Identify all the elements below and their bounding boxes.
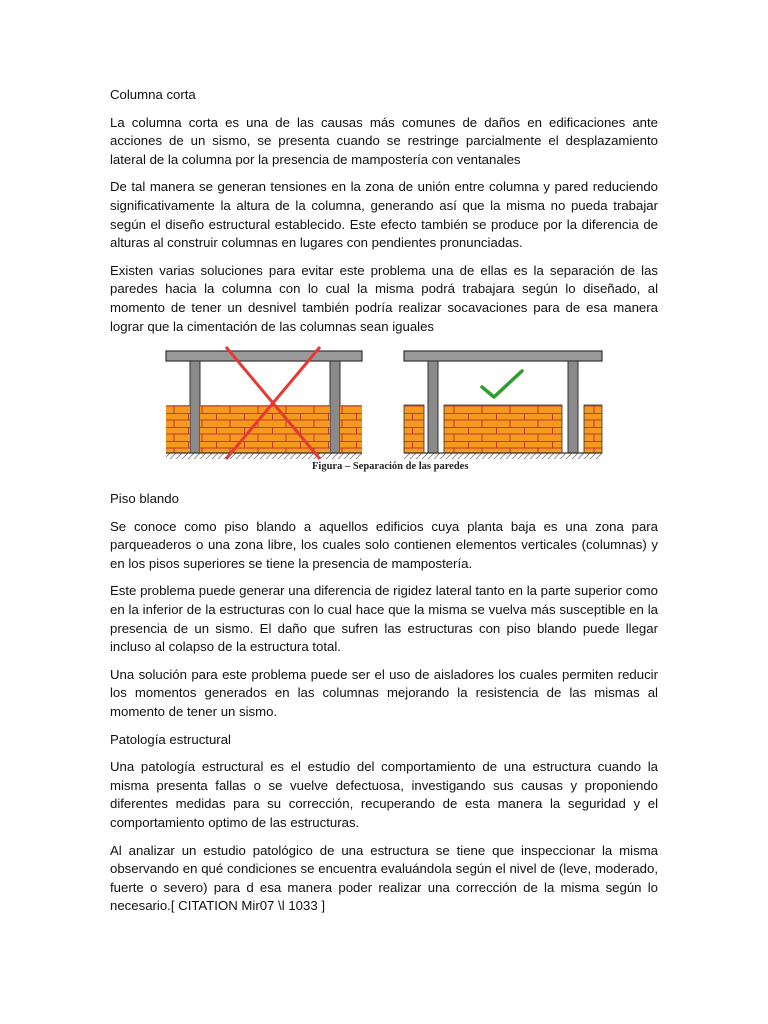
paragraph: Una solución para este problema puede ser el uso de aisladores los cuales permiten reducir los momentos generados en las columnas mejorando la resistencia de las mismas al momento de tener un sismo. [110, 666, 658, 719]
paragraph: Una patología estructural es el estudio del comportamiento de una estructura cuando la misma presenta fallas o se vuelve defectuosa, investigando sus causas y proponiendo diferentes medidas para su corrección, recuperando de esta manera la seguridad y el comportamiento optimo de las estructuras. [110, 759, 658, 830]
left-frame-incorrect [166, 347, 362, 459]
page-content [110, 86, 658, 345]
figure-wall-separation [160, 343, 610, 477]
section-title-piso-blando: Piso blando [110, 491, 179, 506]
paragraph: De tal manera se generan tensiones en la zona de unión entre columna y pared reduciendo significativamente la altura de la columna, generando así que la misma no pueda trabajar según el diseño estructural establecido. Este efecto también se produce por la diferencia de alturas al construir columnas en lugares con pendientes pronunciadas. [110, 179, 658, 251]
paragraph: Al analizar un estudio patológico de una estructura se tiene que inspeccionar la misma observando en qué condiciones se encuentra evaluándola según el nivel de (leve, moderado, fuerte o severo) para d esa manera poder realizar una corrección de la misma según lo necesario.[ CITATION Mir07 \l 1033 ] [110, 842, 658, 914]
figure-illustration [160, 343, 610, 477]
figure-caption: Figura – Separación de las paredes [312, 461, 469, 472]
right-frame-correct [404, 351, 602, 459]
page-content-lower [110, 490, 658, 925]
section-title-patologia-estructural: Patología estructural [110, 731, 231, 747]
paragraph: Este problema puede generar una diferencia de rigidez lateral tanto en la parte superior como en la inferior de la estructuras con lo cual hace que la misma se vuelva más susceptible en la presencia de un sismo. El daño que sufren las estructuras con piso blando puede llegar incluso al colapso de la estructura total. [110, 583, 658, 655]
paragraph: Se conoce como piso blando a aquellos edificios cuya planta baja es una zona para parqueaderos o una zona libre, los cuales solo contienen elementos verticales (columnas) y en los pisos superiores se tiene la presencia de mampostería. [110, 518, 658, 571]
paragraph: Existen varias soluciones para evitar este problema una de ellas es la separación de las paredes hacia la columna con lo cual la misma podrá trabajara según lo diseñado, al momento de tener un desnivel también podría realizar socavaciones para de esa manera lograr que la cimentación de las columnas sean iguales [110, 262, 658, 334]
section-title-columna-corta: Columna corta [110, 87, 196, 102]
paragraph: La columna corta es una de las causas más comunes de daños en edificaciones ante acciones de un sismo, se presenta cuando se restringe parcialmente el desplazamiento lateral de la columna por la presencia de mampostería con ventanales [110, 114, 658, 167]
